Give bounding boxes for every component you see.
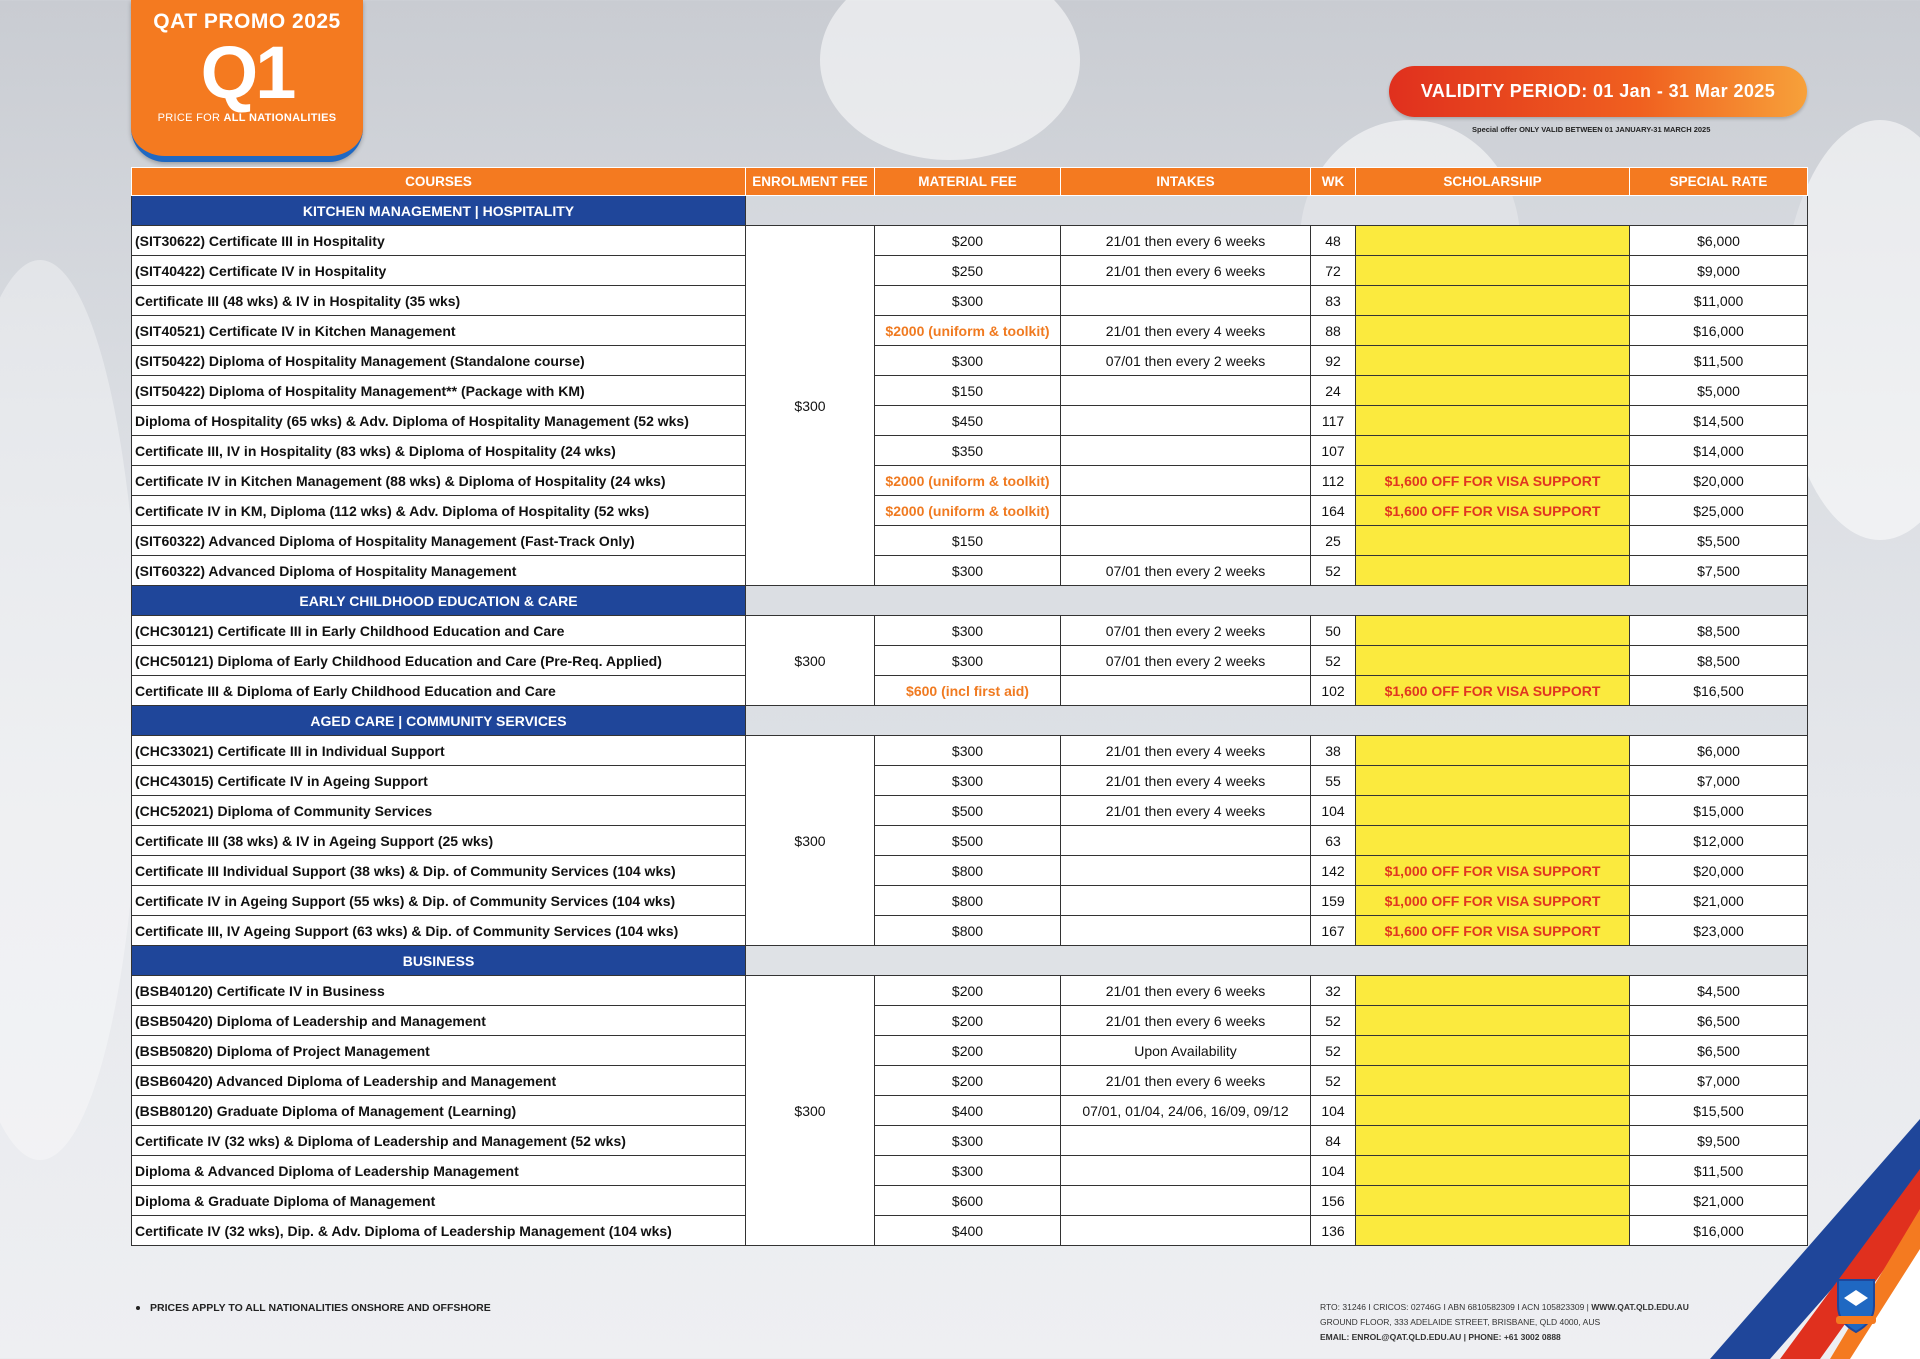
intakes-cell [1061,436,1311,466]
col-header-wk: WK [1311,168,1356,196]
table-row [132,556,1808,586]
bullet-icon [136,1306,140,1310]
weeks-cell: 88 [1311,316,1356,346]
weeks-cell: 107 [1311,436,1356,466]
special-rate-cell: $20,000 [1630,466,1808,496]
table-row [132,856,1808,886]
corner-decoration [1710,1099,1920,1359]
table-row [132,616,1808,646]
intakes-cell: 21/01 then every 6 weeks [1061,976,1311,1006]
table-row [132,1126,1808,1156]
material-fee-cell: $150 [875,526,1061,556]
material-fee-cell: $300 [875,556,1061,586]
course-name-cell: Certificate III, IV in Hospitality (83 wks) & Diploma of Hospitality (24 wks) [132,436,746,466]
material-fee-cell: $300 [875,646,1061,676]
table-row [132,976,1808,1006]
intakes-cell [1061,886,1311,916]
table-row [132,226,1808,256]
material-fee-cell: $600 [875,1186,1061,1216]
scholarship-cell [1356,406,1630,436]
material-fee-cell: $800 [875,916,1061,946]
intakes-cell: 07/01, 01/04, 24/06, 16/09, 09/12 [1061,1096,1311,1126]
contact-block [1320,1300,1689,1345]
section-title: KITCHEN MANAGEMENT | HOSPITALITY [132,196,746,226]
material-fee-cell: $200 [875,976,1061,1006]
special-rate-cell: $21,000 [1630,886,1808,916]
material-fee-cell: $200 [875,1006,1061,1036]
intakes-cell: 21/01 then every 6 weeks [1061,1006,1311,1036]
material-fee-cell: $200 [875,1036,1061,1066]
table-row [132,1216,1808,1246]
special-rate-cell: $20,000 [1630,856,1808,886]
col-header-courses: COURSES [132,168,746,196]
section-header-row [132,196,1808,226]
enrolment-fee-cell: $300 [746,226,875,586]
weeks-cell: 159 [1311,886,1356,916]
section-header-spacer [746,196,1808,226]
intakes-cell [1061,916,1311,946]
scholarship-cell [1356,796,1630,826]
weeks-cell: 32 [1311,976,1356,1006]
logo-subtitle [131,112,363,124]
scholarship-cell [1356,736,1630,766]
weeks-cell: 104 [1311,1096,1356,1126]
course-name-cell: Diploma & Graduate Diploma of Management [132,1186,746,1216]
material-fee-cell: $200 [875,1066,1061,1096]
table-row [132,886,1808,916]
course-name-cell: (CHC50121) Diploma of Early Childhood Education and Care (Pre-Req. Applied) [132,646,746,676]
scholarship-cell [1356,376,1630,406]
material-fee-cell: $500 [875,796,1061,826]
table-row [132,736,1808,766]
weeks-cell: 104 [1311,796,1356,826]
course-name-cell: Certificate III, IV Ageing Support (63 wks) & Dip. of Community Services (104 wks) [132,916,746,946]
material-fee-cell: $400 [875,1216,1061,1246]
table-row [132,256,1808,286]
course-name-cell: Diploma & Advanced Diploma of Leadership Management [132,1156,746,1186]
course-name-cell: (CHC52021) Diploma of Community Services [132,796,746,826]
scholarship-cell [1356,616,1630,646]
section-title: BUSINESS [132,946,746,976]
material-fee-cell: $2000 (uniform & toolkit) [875,466,1061,496]
scholarship-cell [1356,646,1630,676]
course-name-cell: Certificate III Individual Support (38 wks) & Dip. of Community Services (104 wks) [132,856,746,886]
intakes-cell: 07/01 then every 2 weeks [1061,646,1311,676]
course-name-cell: Certificate III (48 wks) & IV in Hospitality (35 wks) [132,286,746,316]
section-header-row [132,946,1808,976]
weeks-cell: 112 [1311,466,1356,496]
special-rate-cell: $6,500 [1630,1006,1808,1036]
weeks-cell: 50 [1311,616,1356,646]
intakes-cell: 21/01 then every 6 weeks [1061,226,1311,256]
table-row [132,526,1808,556]
special-rate-cell: $21,000 [1630,1186,1808,1216]
weeks-cell: 48 [1311,226,1356,256]
scholarship-cell [1356,1036,1630,1066]
weeks-cell: 52 [1311,1036,1356,1066]
special-rate-cell: $7,000 [1630,766,1808,796]
col-header-scholarship: SCHOLARSHIP [1356,168,1630,196]
section-header-spacer [746,586,1808,616]
special-rate-cell: $15,000 [1630,796,1808,826]
weeks-cell: 72 [1311,256,1356,286]
special-rate-cell: $6,000 [1630,226,1808,256]
intakes-cell [1061,1216,1311,1246]
special-rate-cell: $25,000 [1630,496,1808,526]
background-shape [820,0,1080,160]
col-header-enrolment-fee: ENROLMENT FEE [746,168,875,196]
course-name-cell: (BSB50420) Diploma of Leadership and Management [132,1006,746,1036]
table-row [132,286,1808,316]
scholarship-cell: $1,600 OFF FOR VISA SUPPORT [1356,916,1630,946]
table-row [132,346,1808,376]
intakes-cell: Upon Availability [1061,1036,1311,1066]
course-name-cell: Certificate III (38 wks) & IV in Ageing Support (25 wks) [132,826,746,856]
special-rate-cell: $11,500 [1630,1156,1808,1186]
weeks-cell: 63 [1311,826,1356,856]
course-name-cell: (SIT50422) Diploma of Hospitality Management** (Package with KM) [132,376,746,406]
special-rate-cell: $6,500 [1630,1036,1808,1066]
material-fee-cell: $250 [875,256,1061,286]
contact-line-registration [1320,1300,1689,1315]
section-header-row [132,586,1808,616]
material-fee-cell: $300 [875,616,1061,646]
weeks-cell: 55 [1311,766,1356,796]
contact-line-address: GROUND FLOOR, 333 ADELAIDE STREET, BRISBANE, QLD 4000, AUS [1320,1317,1601,1327]
background-shape [0,260,140,1160]
material-fee-cell: $800 [875,856,1061,886]
scholarship-cell: $1,600 OFF FOR VISA SUPPORT [1356,496,1630,526]
scholarship-cell [1356,1186,1630,1216]
scholarship-cell [1356,1096,1630,1126]
scholarship-cell [1356,766,1630,796]
footer-note [136,1302,491,1314]
intakes-cell [1061,466,1311,496]
course-name-cell: Diploma of Hospitality (65 wks) & Adv. Diploma of Hospitality Management (52 wks) [132,406,746,436]
course-name-cell: Certificate III & Diploma of Early Childhood Education and Care [132,676,746,706]
scholarship-cell [1356,826,1630,856]
scholarship-cell [1356,556,1630,586]
intakes-cell [1061,526,1311,556]
scholarship-cell: $1,600 OFF FOR VISA SUPPORT [1356,676,1630,706]
intakes-cell: 21/01 then every 4 weeks [1061,736,1311,766]
course-name-cell: (CHC30121) Certificate III in Early Childhood Education and Care [132,616,746,646]
special-rate-cell: $5,000 [1630,376,1808,406]
scholarship-cell [1356,976,1630,1006]
intakes-cell [1061,1186,1311,1216]
material-fee-cell: $2000 (uniform & toolkit) [875,316,1061,346]
intakes-cell: 21/01 then every 4 weeks [1061,766,1311,796]
table-row [132,676,1808,706]
scholarship-cell [1356,1216,1630,1246]
scholarship-cell [1356,256,1630,286]
course-name-cell: Certificate IV in Kitchen Management (88 wks) & Diploma of Hospitality (24 wks) [132,466,746,496]
material-fee-cell: $450 [875,406,1061,436]
intakes-cell [1061,376,1311,406]
scholarship-cell [1356,1156,1630,1186]
weeks-cell: 52 [1311,646,1356,676]
weeks-cell: 117 [1311,406,1356,436]
weeks-cell: 104 [1311,1156,1356,1186]
special-rate-cell: $8,500 [1630,646,1808,676]
section-header-spacer [746,946,1808,976]
logo-subtitle-prefix: PRICE FOR [157,112,221,124]
special-rate-cell: $16,000 [1630,316,1808,346]
special-rate-cell: $12,000 [1630,826,1808,856]
course-name-cell: Certificate IV in KM, Diploma (112 wks) & Adv. Diploma of Hospitality (52 wks) [132,496,746,526]
weeks-cell: 136 [1311,1216,1356,1246]
logo-title: QAT PROMO 2025 [153,10,341,33]
col-header-intakes: INTAKES [1061,168,1311,196]
logo-q1: Q1 [200,31,294,114]
col-header-special-rate: SPECIAL RATE [1630,168,1808,196]
table-row [132,826,1808,856]
section-title: AGED CARE | COMMUNITY SERVICES [132,706,746,736]
table-row [132,1186,1808,1216]
special-rate-cell: $6,000 [1630,736,1808,766]
intakes-cell: 21/01 then every 6 weeks [1061,256,1311,286]
table-row [132,496,1808,526]
logo-subtitle-bold: ALL NATIONALITIES [223,112,337,124]
scholarship-cell: $1,600 OFF FOR VISA SUPPORT [1356,466,1630,496]
intakes-cell [1061,1156,1311,1186]
table-row [132,1006,1808,1036]
intakes-cell [1061,1126,1311,1156]
material-fee-cell: $300 [875,766,1061,796]
section-title: EARLY CHILDHOOD EDUCATION & CARE [132,586,746,616]
course-name-cell: Certificate IV (32 wks), Dip. & Adv. Diploma of Leadership Management (104 wks) [132,1216,746,1246]
course-name-cell: (SIT50422) Diploma of Hospitality Management (Standalone course) [132,346,746,376]
course-name-cell: Certificate IV (32 wks) & Diploma of Leadership and Management (52 wks) [132,1126,746,1156]
material-fee-cell: $200 [875,226,1061,256]
intakes-cell [1061,826,1311,856]
table-body [132,196,1808,1246]
material-fee-cell: $400 [875,1096,1061,1126]
col-header-material-fee: MATERIAL FEE [875,168,1061,196]
enrolment-fee-cell: $300 [746,976,875,1246]
footer-note-text: PRICES APPLY TO ALL NATIONALITIES ONSHORE AND OFFSHORE [150,1302,491,1314]
special-rate-cell: $16,500 [1630,676,1808,706]
special-rate-cell: $5,500 [1630,526,1808,556]
course-name-cell: (SIT40521) Certificate IV in Kitchen Management [132,316,746,346]
contact-line-email-phone: EMAIL: ENROL@QAT.QLD.EDU.AU | PHONE: +61 3002 0888 [1320,1332,1561,1342]
table-row [132,406,1808,436]
website-link[interactable]: WWW.QAT.QLD.EDU.AU [1591,1302,1689,1312]
scholarship-cell: $1,000 OFF FOR VISA SUPPORT [1356,856,1630,886]
course-name-cell: (SIT60322) Advanced Diploma of Hospitality Management (Fast-Track Only) [132,526,746,556]
weeks-cell: 24 [1311,376,1356,406]
table-row [132,1066,1808,1096]
special-rate-cell: $14,000 [1630,436,1808,466]
validity-badge: VALIDITY PERIOD: 01 Jan - 31 Mar 2025 [1389,66,1807,117]
weeks-cell: 92 [1311,346,1356,376]
material-fee-cell: $300 [875,346,1061,376]
table-row [132,1036,1808,1066]
scholarship-cell [1356,316,1630,346]
material-fee-cell: $150 [875,376,1061,406]
enrolment-fee-cell: $300 [746,736,875,946]
price-table [131,167,1808,1246]
school-crest-icon [1832,1276,1880,1338]
section-header-row [132,706,1808,736]
scholarship-cell [1356,226,1630,256]
table-row [132,376,1808,406]
weeks-cell: 25 [1311,526,1356,556]
intakes-cell: 07/01 then every 2 weeks [1061,556,1311,586]
scholarship-cell [1356,436,1630,466]
special-rate-cell: $8,500 [1630,616,1808,646]
registration-text: RTO: 31246 I CRICOS: 02746G I ABN 6810582309 I ACN 105823309 | [1320,1302,1589,1312]
table-row [132,436,1808,466]
course-name-cell: (SIT30622) Certificate III in Hospitality [132,226,746,256]
table-row [132,766,1808,796]
special-rate-cell: $4,500 [1630,976,1808,1006]
special-rate-cell: $7,500 [1630,556,1808,586]
material-fee-cell: $500 [875,826,1061,856]
course-name-cell: (SIT40422) Certificate IV in Hospitality [132,256,746,286]
intakes-cell: 21/01 then every 6 weeks [1061,1066,1311,1096]
intakes-cell: 21/01 then every 4 weeks [1061,796,1311,826]
scholarship-cell [1356,1126,1630,1156]
special-rate-cell: $15,500 [1630,1096,1808,1126]
weeks-cell: 52 [1311,1066,1356,1096]
weeks-cell: 156 [1311,1186,1356,1216]
material-fee-cell: $2000 (uniform & toolkit) [875,496,1061,526]
enrolment-fee-cell: $300 [746,616,875,706]
promo-logo [131,0,363,162]
material-fee-cell: $600 (incl first aid) [875,676,1061,706]
material-fee-cell: $350 [875,436,1061,466]
material-fee-cell: $300 [875,1126,1061,1156]
intakes-cell: 21/01 then every 4 weeks [1061,316,1311,346]
material-fee-cell: $800 [875,886,1061,916]
course-name-cell: (BSB40120) Certificate IV in Business [132,976,746,1006]
intakes-cell [1061,676,1311,706]
scholarship-cell [1356,1066,1630,1096]
intakes-cell [1061,496,1311,526]
course-name-cell: (CHC43015) Certificate IV in Ageing Support [132,766,746,796]
table-row [132,466,1808,496]
validity-note: Special offer ONLY VALID BETWEEN 01 JANUARY-31 MARCH 2025 [1472,125,1711,134]
weeks-cell: 167 [1311,916,1356,946]
special-rate-cell: $9,000 [1630,256,1808,286]
special-rate-cell: $7,000 [1630,1066,1808,1096]
table-row [132,796,1808,826]
table-row [132,1156,1808,1186]
weeks-cell: 83 [1311,286,1356,316]
special-rate-cell: $14,500 [1630,406,1808,436]
scholarship-cell: $1,000 OFF FOR VISA SUPPORT [1356,886,1630,916]
weeks-cell: 52 [1311,556,1356,586]
table-row [132,646,1808,676]
weeks-cell: 164 [1311,496,1356,526]
material-fee-cell: $300 [875,736,1061,766]
course-name-cell: Certificate IV in Ageing Support (55 wks) & Dip. of Community Services (104 wks) [132,886,746,916]
table-header-row [132,168,1808,196]
scholarship-cell [1356,346,1630,376]
weeks-cell: 142 [1311,856,1356,886]
intakes-cell: 07/01 then every 2 weeks [1061,616,1311,646]
material-fee-cell: $300 [875,1156,1061,1186]
intakes-cell [1061,856,1311,886]
course-name-cell: (BSB80120) Graduate Diploma of Management (Learning) [132,1096,746,1126]
intakes-cell [1061,286,1311,316]
table-row [132,1096,1808,1126]
table-row [132,316,1808,346]
scholarship-cell [1356,1006,1630,1036]
scholarship-cell [1356,286,1630,316]
special-rate-cell: $11,000 [1630,286,1808,316]
weeks-cell: 38 [1311,736,1356,766]
intakes-cell [1061,406,1311,436]
course-name-cell: (BSB50820) Diploma of Project Management [132,1036,746,1066]
weeks-cell: 102 [1311,676,1356,706]
crest-ribbon [1836,1316,1876,1324]
weeks-cell: 84 [1311,1126,1356,1156]
special-rate-cell: $16,000 [1630,1216,1808,1246]
material-fee-cell: $300 [875,286,1061,316]
weeks-cell: 52 [1311,1006,1356,1036]
special-rate-cell: $9,500 [1630,1126,1808,1156]
course-name-cell: (SIT60322) Advanced Diploma of Hospitality Management [132,556,746,586]
special-rate-cell: $23,000 [1630,916,1808,946]
course-name-cell: (BSB60420) Advanced Diploma of Leadership and Management [132,1066,746,1096]
intakes-cell: 07/01 then every 2 weeks [1061,346,1311,376]
special-rate-cell: $11,500 [1630,346,1808,376]
scholarship-cell [1356,526,1630,556]
table-row [132,916,1808,946]
course-name-cell: (CHC33021) Certificate III in Individual Support [132,736,746,766]
section-header-spacer [746,706,1808,736]
